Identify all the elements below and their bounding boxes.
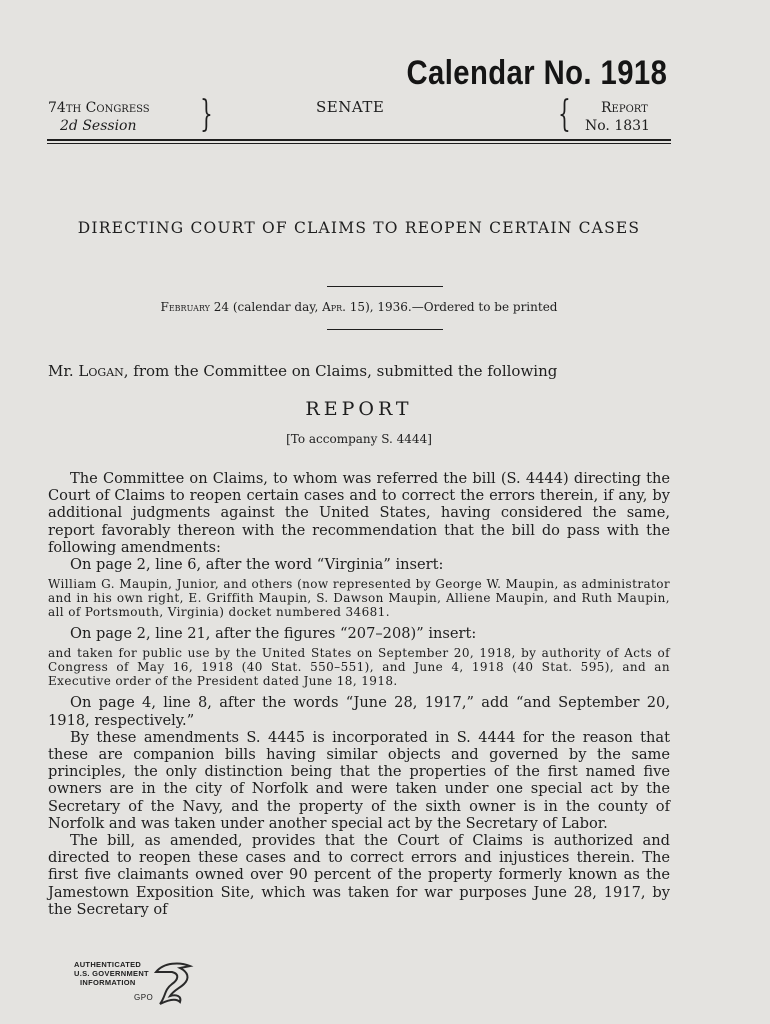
stamp-line-2: U.S. GOVERNMENT bbox=[74, 969, 149, 978]
paragraph-incorporation: By these amendments S. 4445 is incorporated in S. 4444 for the reason that these are companion bills having similar objects and governed by the same principles, the only distinction being that the properties of the first named five owners are in the city of Norfolk and were taken under one special act by the Secretary of the Navy, and the property of the sixth owner is in the county of Norfolk and was taken under another special act by the Secretary of Labor. bbox=[48, 728, 670, 832]
calendar-number: Calendar No. 1918 bbox=[406, 54, 667, 92]
stamp-line-1: AUTHENTICATED bbox=[74, 960, 142, 969]
title-divider-top bbox=[327, 286, 443, 287]
ordered-month: February bbox=[160, 300, 210, 314]
paragraph-bill-provisions: The bill, as amended, provides that the Court of Claims is authorized and directed to reopen these cases and to correct errors and injustices therein. The first five claimants owned over 90 percent of the property formerly known as the Jamestown Exposition Site, which was taken for war purposes June 28, 1917, by the Secretary of bbox=[48, 832, 670, 918]
header-rule-thick bbox=[47, 139, 671, 141]
paragraph-amendment-3: On page 4, line 8, after the words “June 28, 1917,” add “and September 20, 1918, respectively.” bbox=[48, 694, 670, 729]
intro-text: , from the Committee on Claims, submitted the following bbox=[123, 362, 558, 380]
chamber-label: SENATE bbox=[316, 98, 385, 116]
right-brace-icon: { bbox=[558, 94, 571, 135]
eagle-icon bbox=[150, 960, 200, 1006]
congress-session bbox=[48, 99, 150, 135]
quoted-insert-2: and taken for public use by the United States on September 20, 1918, by authority of Acts of Congress of May 16, 1918 (40 Stat. 550–551), and June 4, 1918 (40 Stat. 595), and an Executive order of the President dated June 18, 1918. bbox=[48, 646, 670, 689]
ordered-text-2: 15), 1936.—Ordered to be printed bbox=[345, 300, 558, 314]
gpo-authenticated-stamp bbox=[74, 960, 204, 1006]
stamp-gpo: GPO bbox=[134, 993, 154, 1002]
paragraph-amendment-1: On page 2, line 6, after the word “Virginia” insert: bbox=[70, 556, 444, 574]
ordered-text-1: 24 (calendar day, bbox=[209, 300, 323, 314]
document-title: DIRECTING COURT OF CLAIMS TO REOPEN CERTAIN CASES bbox=[77, 219, 641, 237]
intro-prefix: Mr. bbox=[48, 362, 79, 380]
report-number: No. 1831 bbox=[585, 118, 650, 134]
congress-label: 74th Congress bbox=[48, 100, 150, 116]
paragraph-committee: The Committee on Claims, to whom was referred the bill (S. 4444) directing the Court of Claims to reopen certain cases and to correct the errors therein, if any, by additional judgments against the United States, having considered the same, report favorably thereon with the recommendation that the bill do pass with the following amendments: bbox=[48, 470, 670, 556]
header-rule-thin bbox=[47, 143, 671, 144]
quoted-insert-1: William G. Maupin, Junior, and others (now represented by George W. Maupin, as administrator and in his own right, E. Griffith Maupin, S. Dawson Maupin, Alliene Maupin, and Ruth Maupin, all of Portsmouth, Virginia) docket numbered 34681. bbox=[48, 577, 670, 620]
submission-line bbox=[48, 362, 670, 380]
report-heading: REPORT bbox=[305, 398, 413, 420]
stamp-line-3: INFORMATION bbox=[80, 978, 136, 987]
report-body bbox=[48, 470, 670, 918]
accompany-note: [To accompany S. 4444] bbox=[286, 432, 432, 446]
report-label: Report bbox=[601, 100, 648, 116]
paragraph-amendment-2: On page 2, line 21, after the figures “207–208)” insert: bbox=[70, 625, 477, 643]
left-brace-icon: } bbox=[200, 94, 213, 135]
report-number-block bbox=[585, 99, 650, 135]
title-divider-bottom bbox=[327, 329, 443, 330]
ordered-apr: Apr. bbox=[322, 300, 346, 314]
senator-name: Logan bbox=[78, 362, 124, 380]
ordered-line bbox=[48, 300, 670, 314]
session-label: 2d Session bbox=[60, 118, 137, 134]
